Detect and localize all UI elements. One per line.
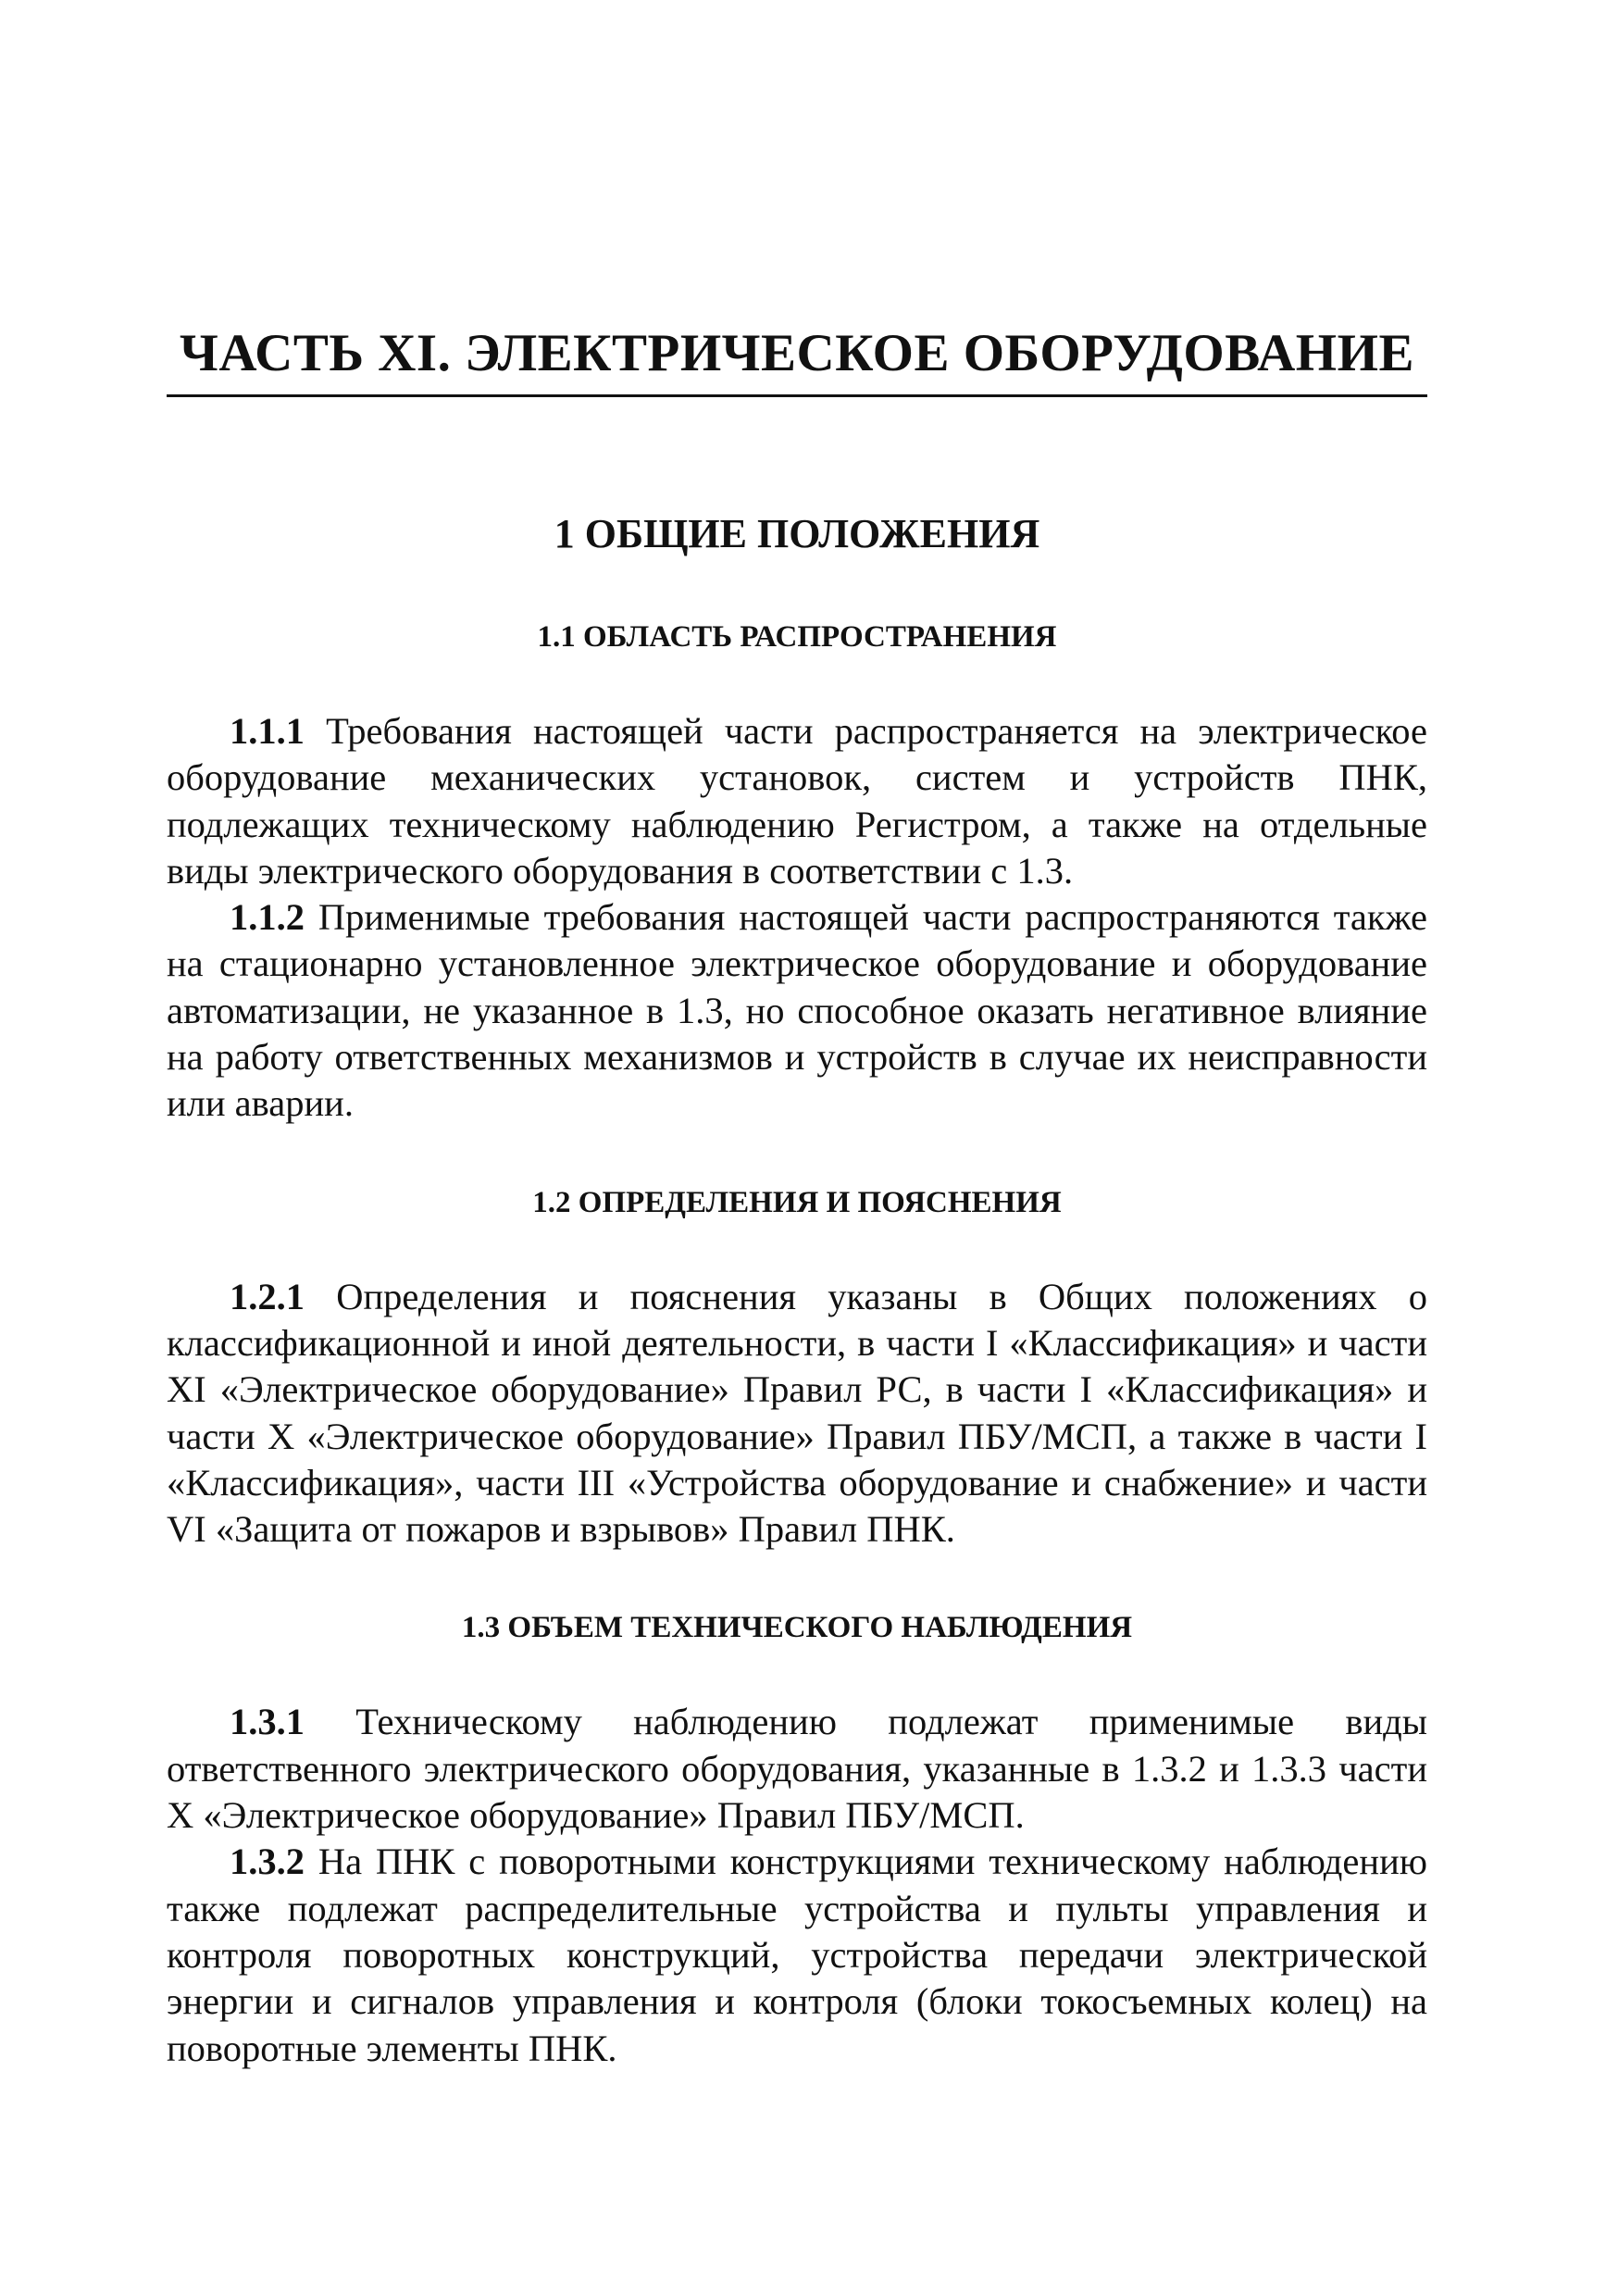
paragraph-number: 1.3.2 [230,1841,305,1883]
paragraph-number: 1.3.1 [230,1701,305,1743]
part-title: ЧАСТЬ XI. ЭЛЕКТРИЧЕСКОЕ ОБОРУДОВАНИЕ [180,324,1414,382]
paragraph-1-2-1 [167,1274,1427,1554]
subsection-title-1-2: 1.2 ОПРЕДЕЛЕНИЯ И ПОЯСНЕНИЯ [532,1185,1062,1219]
subsection-title-1-1: 1.1 ОБЛАСТЬ РАСПРОСТРАНЕНИЯ [537,620,1057,654]
document-page [167,315,1427,2072]
title-underline [167,394,1427,397]
paragraph-1-3-1 [167,1699,1427,1839]
paragraph-text: На ПНК с поворотными конструкциями техническому наблюдению также подлежат распределительные устройства и пульты управления и контроля поворотных конструкций, устройства передачи электрической энергии и сигналов управления и контроля (блоки токосъемных колец) на поворотные элементы ПНК. [167,1841,1427,2069]
paragraph-text: Определения и пояснения указаны в Общих положениях о классификационной и иной деятельности, в части I «Классификация» и части XI «Электрическое оборудование» Правил РС, в части I «Классификация» и части X «Электрическое оборудование» Правил ПБУ/МСП, а также в части I «Классификация», части III «Устройства оборудование и снабжение» и части VI «Защита от пожаров и взрывов» Правил ПНК. [167,1275,1427,1551]
paragraph-number: 1.1.1 [230,710,305,752]
paragraph-text: Техническому наблюдению подлежат применимые виды ответственного электрического оборудования, указанные в 1.3.2 и 1.3.3 части X «Электрическое оборудование» Правил ПБУ/МСП. [167,1701,1427,1837]
paragraph-text: Требования настоящей части распространяется на электрическое оборудование механических установок, систем и устройств ПНК, подлежащих техническому наблюдению Регистром, а также на отдельные виды электрического оборудования в соответствии с 1.3. [167,710,1427,892]
section-title: 1 ОБЩИЕ ПОЛОЖЕНИЯ [554,511,1040,556]
paragraph-1-1-1 [167,708,1427,894]
paragraph-text: Применимые требования настоящей части распространяются также на стационарно установленное электрическое оборудование и оборудование автоматизации, не указанное в 1.3, но способное оказать негативное влияние на работу ответственных механизмов и устройств в случае их неисправности или аварии. [167,896,1427,1125]
subsection-title-1-3: 1.3 ОБЪЕМ ТЕХНИЧЕСКОГО НАБЛЮДЕНИЯ [461,1611,1133,1645]
paragraph-number: 1.2.1 [230,1275,305,1317]
paragraph-1-3-2 [167,1839,1427,2071]
paragraph-number: 1.1.2 [230,896,305,939]
paragraph-1-1-2 [167,894,1427,1127]
